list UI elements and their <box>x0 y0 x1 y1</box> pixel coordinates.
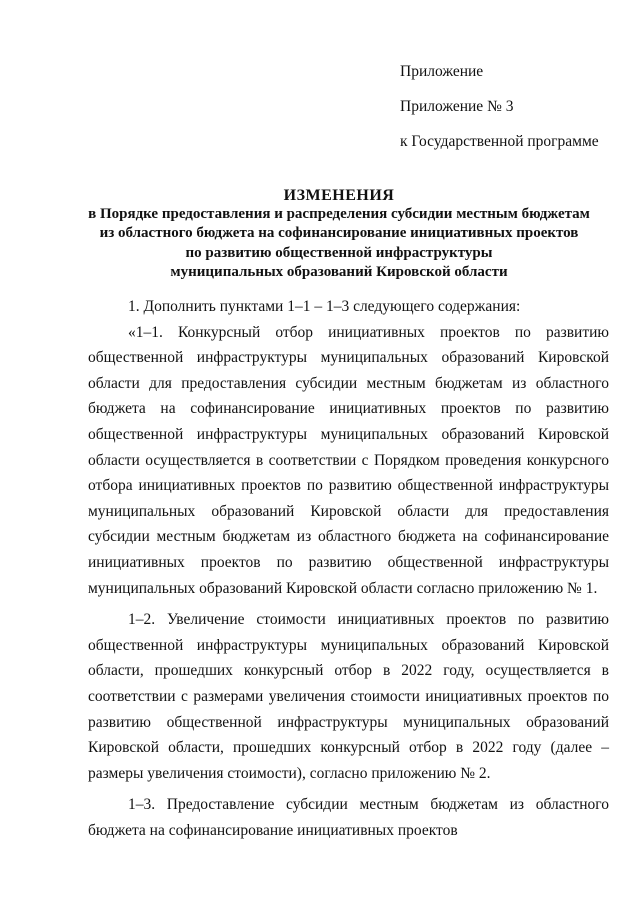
title-line-4: муниципальных образований Кировской области <box>170 263 508 280</box>
document-body <box>88 294 609 843</box>
paragraph-1: 1. Дополнить пунктами 1–1 – 1–3 следующего содержания: <box>128 298 521 315</box>
appendix-line-1: Приложение <box>400 63 484 80</box>
appendix-line-2: Приложение № 3 <box>400 98 514 115</box>
appendix-line-3: к Государственной программе <box>400 133 599 150</box>
appendix-header <box>400 64 599 169</box>
paragraph-1-2: 1–2. Увеличение стоимости инициативных проектов по развитию общественной инфраструктуры муниципальных образований Кировской области, прошедших конкурсный отбор в 2022 году, осуществляется в соответствии с размерами увеличения стоимости инициативных проектов по развитию общественной инфраструктуры муниципальных образований Кировской области, прошедших конкурсный отбор в 2022 году (далее – размеры увеличения стоимости), согласно приложению № 2. <box>88 611 609 782</box>
document-title <box>60 186 618 282</box>
paragraph-1-1: «1–1. Конкурсный отбор инициативных проектов по развитию общественной инфраструктуры муниципальных образований Кировской области для предоставления субсидии местным бюджетам из областного бюджета на софинансирование инициативных проектов по развитию общественной инфраструктуры муниципальных образований Кировской области осуществляется в соответствии с Порядком проведения конкурсного отбора инициативных проектов по развитию общественной инфраструктуры муниципальных образований Кировской области для предоставления субсидии местным бюджетам из областного бюджета на софинансирование инициативных проектов по развитию общественной инфраструктуры муниципальных образований Кировской области согласно приложению № 1. <box>88 323 609 597</box>
title-heading: ИЗМЕНЕНИЯ <box>283 187 395 204</box>
paragraph-1-3: 1–3. Предоставление субсидии местным бюджетам из областного бюджета на софинансирование инициативных проектов <box>88 796 609 839</box>
title-line-2: из областного бюджета на софинансирование инициативных проектов <box>99 225 579 242</box>
title-line-1: в Порядке предоставления и распределения субсидии местным бюджетам <box>88 206 590 223</box>
title-line-3: по развитию общественной инфраструктуры <box>185 244 493 261</box>
